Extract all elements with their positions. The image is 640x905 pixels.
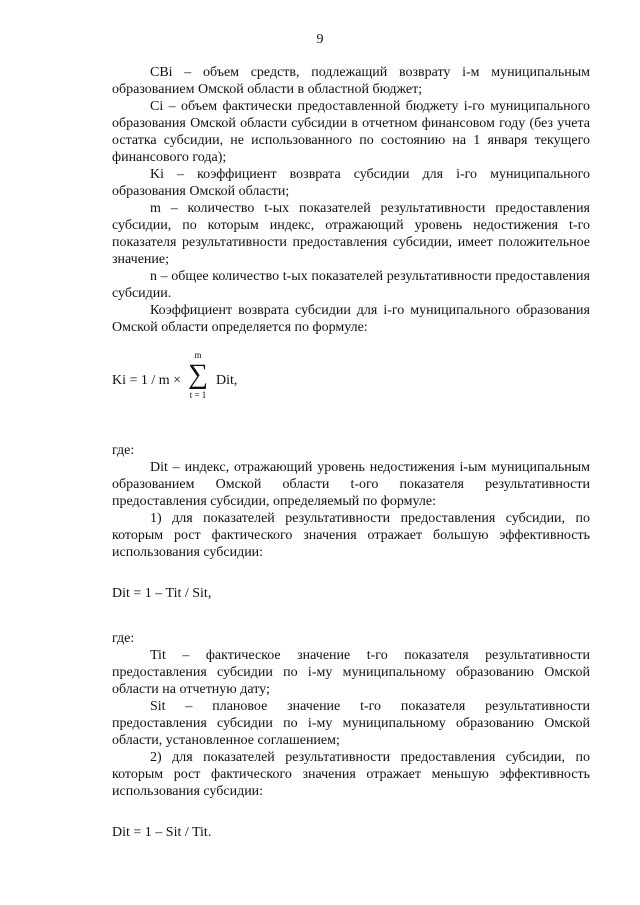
paragraph-tit: Tit – фактическое значение t-го показателя результативности предоставления субсидии по i-му муниципальному образованию Омской области на отчетную дату; — [112, 648, 590, 697]
paragraph-n: n – общее количество t-ых показателей результативности предоставления субсидии. — [112, 269, 590, 301]
summation-lower-limit: t = 1 — [189, 390, 207, 400]
formula-dit-2: Dit = 1 – Sit / Tit. — [112, 825, 212, 840]
formula-ki-rhs: Dit, — [216, 373, 238, 388]
formula-dit-1: Dit = 1 – Tit / Sit, — [112, 586, 212, 601]
paragraph-cbi: CBi – объем средств, подлежащий возврату i-м муниципальным образованием Омской области в областной бюджет; — [112, 65, 590, 97]
paragraph-case-2: 2) для показателей результативности предоставления субсидии, по которым рост фактического значения отражает меньшую эффективность использования субсидии: — [112, 750, 590, 799]
paragraph-ki: Ki – коэффициент возврата субсидии для i-го муниципального образования Омской области; — [112, 167, 590, 199]
paragraph-case-1: 1) для показателей результативности предоставления субсидии, по которым рост фактического значения отражает большую эффективность использования субсидии: — [112, 511, 590, 560]
document-body — [112, 64, 590, 869]
summation-upper-limit: m — [194, 350, 202, 360]
paragraph-m: m – количество t-ых показателей результативности предоставления субсидии, по которым индекс, отражающий уровень недостижения t-го показателя результативности предоставления субсидии, имеет положительное значение; — [112, 201, 590, 267]
formula-ki-lhs: Ki = 1 / m × — [112, 373, 182, 388]
paragraph-ki-intro: Коэффициент возврата субсидии для i-го муниципального образования Омской области определяется по формуле: — [112, 303, 590, 335]
where-label-1: где: — [112, 443, 135, 458]
formula-ki — [112, 350, 590, 422]
paragraph-ci: Ci – объем фактически предоставленной бюджету i-го муниципального образования Омской области субсидии в отчетном финансовом году (без учета остатка субсидии, не использованного по состоянию на 1 января текущего финансового года); — [112, 99, 590, 165]
summation-symbol: ∑ — [188, 359, 208, 390]
paragraph-sit: Sit – плановое значение t-го показателя результативности предоставления субсидии по i-му муниципальному образованию Омской области, установленное соглашением; — [112, 699, 590, 748]
page-number: 9 — [316, 32, 324, 47]
summation — [183, 350, 213, 400]
where-label-2: где: — [112, 631, 135, 646]
paragraph-dit: Dit – индекс, отражающий уровень недостижения i-ым муниципальным образованием Омской области t-ого показателя результативности предоставления субсидии, определяемый по формуле: — [112, 460, 590, 509]
